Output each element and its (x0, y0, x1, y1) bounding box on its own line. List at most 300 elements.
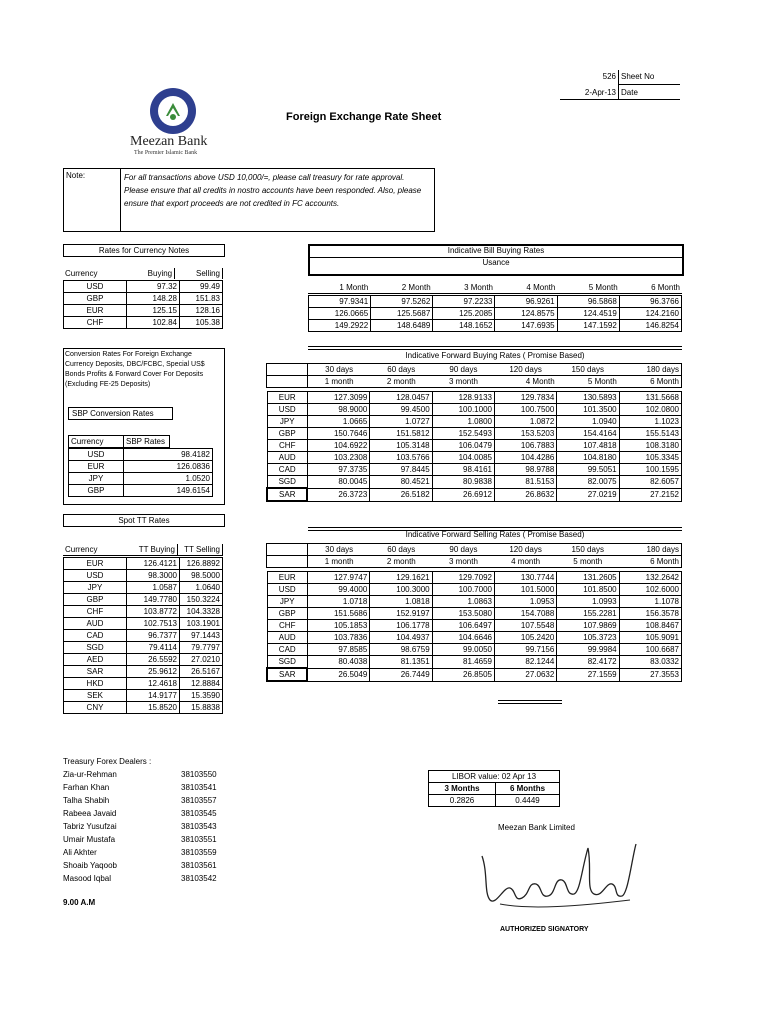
table-row (267, 428, 682, 440)
bill-buying-body (308, 295, 682, 332)
rate-cell: 82.0075 (557, 476, 619, 489)
days-header: 30 days (308, 544, 371, 556)
currency-code: EUR (267, 392, 307, 404)
conversion-box (63, 348, 225, 505)
sbp-header: SBP Rates (124, 436, 170, 448)
date-rule (560, 99, 680, 100)
month-header: 1 month (308, 376, 371, 388)
table-row (267, 644, 682, 656)
rate-cell: 104.6922 (307, 440, 369, 452)
rate-cell: 82.6057 (619, 476, 681, 489)
rate-cell: 99.4000 (307, 584, 369, 596)
table-row (69, 449, 213, 461)
signature-icon (470, 838, 650, 918)
rate-cell: 155.2281 (557, 608, 619, 620)
table-row (267, 668, 682, 681)
rate-cell: 148.6489 (371, 320, 433, 332)
dealer-name: Umair Mustafa (63, 835, 116, 844)
conversion-note: Conversion Rates For Foreign Exchange Currency Deposits, DBC/FCBC, Special US$ Bonds Profits & Forward Cover For Deposits (Excluding FE-25 Deposits) (65, 351, 205, 388)
rate-cell: 127.3099 (307, 392, 369, 404)
month-header: 4 Month (525, 377, 555, 386)
rate-cell: 128.9133 (432, 392, 494, 404)
rate-cell: 98.9000 (307, 404, 369, 416)
months-row (267, 376, 682, 388)
sbp-title: SBP Conversion Rates (68, 407, 173, 420)
table-row (69, 473, 213, 485)
rate-cell: 101.8500 (557, 584, 619, 596)
rate-cell: 98.4161 (432, 464, 494, 476)
currency-code: JPY (69, 473, 124, 485)
rate-cell: 103.2308 (307, 452, 369, 464)
bill-buying-title: Indicative Bill Buying Rates (447, 246, 545, 255)
list-item (63, 822, 263, 835)
sbp-header: Currency (69, 436, 124, 448)
rate-cell: 100.1000 (432, 404, 494, 416)
month-header: 3 Month (464, 283, 493, 292)
rate-cell: 104.4286 (494, 452, 556, 464)
buying-rate: 125.15 (127, 305, 180, 317)
rate-cell: 100.7000 (432, 584, 494, 596)
days-header: 90 days (449, 545, 478, 554)
forward-buying-table (266, 363, 682, 388)
table-row (64, 281, 223, 293)
libor-header: 3 Months (429, 783, 496, 795)
forward-buying-title: Indicative Forward Buying Rates ( Promise Based) (405, 351, 585, 360)
days-header: 90 days (449, 365, 478, 374)
rate-cell: 104.4937 (370, 632, 432, 644)
currency-code: JPY (267, 596, 307, 608)
rate-cell: 27.0219 (557, 488, 619, 501)
rate-cell: 99.7156 (494, 644, 556, 656)
currency-code: GBP (69, 485, 124, 497)
currency-code: USD (267, 584, 307, 596)
sheet-no-value: 526 (602, 72, 616, 81)
dealer-name: Farhan Khan (63, 783, 110, 792)
dealer-phone: 38103559 (181, 848, 217, 857)
rate-cell: 27.0632 (494, 668, 556, 681)
days-row (267, 544, 682, 556)
rate-cell: 152.5493 (432, 428, 494, 440)
rate-cell: 97.8445 (370, 464, 432, 476)
currency-code: USD (267, 404, 307, 416)
rate-cell: 26.3723 (307, 488, 369, 501)
table-row (267, 416, 682, 428)
month-header: 5 month (573, 557, 603, 566)
rate-cell: 151.5686 (307, 608, 369, 620)
list-item (63, 835, 263, 848)
libor-header: 6 Months (496, 783, 560, 795)
rate-cell: 103.7836 (307, 632, 369, 644)
currency-code: GBP (64, 293, 127, 305)
buying-rate: 97.32 (127, 281, 180, 293)
rate-cell: 26.5182 (370, 488, 432, 501)
currency-code: EUR (69, 461, 124, 473)
table-row (64, 317, 223, 329)
rate-cell: 81.4659 (432, 656, 494, 669)
table-row (267, 476, 682, 489)
bill-buying-table (308, 282, 682, 294)
rate-cell: 107.4818 (557, 440, 619, 452)
rate-cell: 155.5143 (619, 428, 681, 440)
bill-buying-header (308, 244, 684, 276)
tt-buying: 1.0587 (127, 582, 180, 594)
rate-cell: 100.1595 (619, 464, 681, 476)
rate-cell: 124.4519 (557, 308, 619, 320)
rate-cell: 131.2605 (557, 572, 619, 584)
days-row (267, 364, 682, 376)
rate-cell: 105.3345 (619, 452, 681, 464)
rate-cell: 26.5049 (307, 668, 369, 681)
rate-cell: 132.2642 (619, 572, 681, 584)
table-row (64, 305, 223, 317)
table-row (267, 596, 682, 608)
dealer-phone: 38103543 (181, 822, 217, 831)
currency-code: CHF (64, 317, 127, 329)
rate-cell: 149.2922 (309, 320, 371, 332)
currency-notes-header: Selling (175, 268, 223, 279)
rate-cell: 104.0085 (432, 452, 494, 464)
month-header: 6 Month (651, 283, 680, 292)
rate-cell: 1.0800 (432, 416, 494, 428)
header-divider (618, 70, 619, 100)
selling-rate: 151.83 (180, 293, 223, 305)
selling-rate: 105.38 (180, 317, 223, 329)
currency-code: CAD (64, 630, 127, 642)
dealer-name: Talha Shabih (63, 796, 110, 805)
currency-code: JPY (64, 582, 127, 594)
list-item (63, 861, 263, 874)
currency-code: SAR (64, 666, 127, 678)
days-header: 60 days (387, 365, 416, 374)
spot-tt-title: Spot TT Rates (63, 514, 225, 527)
currency-code: SAR (267, 488, 307, 501)
days-header: 180 days (646, 545, 679, 554)
tt-buying: 149.7780 (127, 594, 180, 606)
rate-cell: 96.5868 (557, 296, 619, 308)
rate-cell: 106.0479 (432, 440, 494, 452)
rate-cell: 154.7088 (494, 608, 556, 620)
rate-cell: 147.1592 (557, 320, 619, 332)
currency-notes-header: Currency (65, 269, 98, 278)
table-row (267, 488, 682, 501)
table-row (64, 594, 223, 606)
currency-code: CAD (267, 644, 307, 656)
rate-cell: 101.5000 (494, 584, 556, 596)
table-row (267, 572, 682, 584)
rate-cell: 26.8632 (494, 488, 556, 501)
dealer-name: Masood Iqbal (63, 874, 112, 883)
rate-cell: 1.0718 (307, 596, 369, 608)
rate-cell: 1.1023 (619, 416, 681, 428)
dealer-phone: 38103545 (181, 809, 217, 818)
spot-tt-header: TT Selling (178, 544, 223, 556)
table-row (267, 464, 682, 476)
rate-cell: 129.7092 (432, 572, 494, 584)
list-item (63, 809, 263, 822)
table-row (64, 690, 223, 702)
company-name: Meezan Bank Limited (498, 823, 575, 832)
rate-cell: 27.2152 (619, 488, 681, 501)
currency-code: SEK (64, 690, 127, 702)
note-box (63, 168, 435, 232)
dealer-phone: 38103557 (181, 796, 217, 805)
list-item (63, 770, 263, 783)
currency-code: AUD (267, 452, 307, 464)
month-header: 4 Month (526, 283, 556, 292)
tt-buying: 26.5592 (127, 654, 180, 666)
currency-code: CNY (64, 702, 127, 714)
forward-selling-table (266, 543, 682, 568)
table-row (64, 678, 223, 690)
tt-buying: 15.8520 (127, 702, 180, 714)
table-row (64, 702, 223, 714)
note-text: For all transactions above USD 10,000/=, please call treasury for rate approval. Please ensure that all credits in nostro accounts have been responded. Also, please ensure that export proceeds are not credited in FC accounts. (124, 173, 422, 208)
rate-cell: 105.3723 (557, 632, 619, 644)
days-header: 60 days (387, 545, 416, 554)
tt-selling: 126.8892 (180, 558, 223, 570)
table-row (64, 582, 223, 594)
rate-cell: 106.7883 (494, 440, 556, 452)
spot-tt-body (63, 557, 223, 714)
rate-cell: 105.2420 (494, 632, 556, 644)
authorized-signatory: AUTHORIZED SIGNATORY (500, 926, 589, 933)
rate-cell: 82.4172 (557, 656, 619, 669)
rate-cell: 103.5766 (370, 452, 432, 464)
dealer-phone: 38103561 (181, 861, 217, 870)
tt-buying: 102.7513 (127, 618, 180, 630)
rate-cell: 108.8467 (619, 620, 681, 632)
table-row (267, 452, 682, 464)
tt-selling: 104.3328 (180, 606, 223, 618)
rate-cell: 131.5668 (619, 392, 681, 404)
dealers-list (63, 770, 263, 887)
table-row (64, 293, 223, 305)
bank-logo (148, 86, 198, 141)
spot-tt-header: Currency (65, 545, 98, 554)
rate-cell: 102.0800 (619, 404, 681, 416)
rate-cell: 27.1559 (557, 668, 619, 681)
currency-code: GBP (267, 608, 307, 620)
date-label: Date (621, 88, 638, 97)
table-row (64, 606, 223, 618)
rate-cell: 27.3553 (619, 668, 681, 681)
currency-code: JPY (267, 416, 307, 428)
currency-code: GBP (64, 594, 127, 606)
forward-selling-body (266, 571, 682, 682)
table-row (64, 630, 223, 642)
rate-cell: 124.2160 (619, 308, 681, 320)
tt-buying: 14.9177 (127, 690, 180, 702)
bank-tagline: The Premier Islamic Bank (134, 150, 198, 156)
rate-cell: 105.3148 (370, 440, 432, 452)
forward-buying-body (266, 391, 682, 502)
rate-cell: 153.5080 (432, 608, 494, 620)
currency-notes-body (63, 280, 223, 329)
tt-buying: 96.7377 (127, 630, 180, 642)
rate-cell: 1.0818 (370, 596, 432, 608)
libor-title: LIBOR value: 02 Apr 13 (429, 771, 560, 783)
signature (470, 838, 650, 923)
rate-cell: 125.5687 (371, 308, 433, 320)
rate-cell: 129.7834 (494, 392, 556, 404)
rate-cell: 100.3000 (370, 584, 432, 596)
table-row (267, 404, 682, 416)
days-header: 150 days (571, 545, 604, 554)
currency-code: EUR (64, 305, 127, 317)
table-row (69, 485, 213, 497)
rate-cell: 80.4521 (370, 476, 432, 489)
table-row (267, 584, 682, 596)
month-header: 3 month (448, 377, 478, 386)
month-header: 2 month (386, 557, 416, 566)
dealer-name: Ali Akhter (63, 848, 97, 857)
currency-code: USD (64, 570, 127, 582)
currency-code: EUR (267, 572, 307, 584)
table-row (267, 392, 682, 404)
rate-cell: 156.3578 (619, 608, 681, 620)
rate-cell: 83.0332 (619, 656, 681, 669)
rate-cell: 104.6646 (432, 632, 494, 644)
month-header: 5 Month (587, 377, 617, 386)
bank-emblem-icon (148, 86, 198, 136)
table-row (309, 308, 682, 320)
forward-buying-rule (308, 346, 682, 350)
rate-cell: 26.8505 (432, 668, 494, 681)
month-header: 2 Month (401, 283, 431, 292)
days-header: 150 days (571, 365, 604, 374)
days-header: 30 days (308, 364, 371, 376)
rate-cell: 97.5262 (371, 296, 433, 308)
rate-cell: 1.1078 (619, 596, 681, 608)
rate-cell: 105.1853 (307, 620, 369, 632)
rate-cell: 148.1652 (433, 320, 495, 332)
list-item (63, 874, 263, 887)
month-header: 1 Month (339, 283, 369, 292)
days-header: 180 days (646, 365, 679, 374)
table-row (309, 320, 682, 332)
rate-cell: 100.7500 (494, 404, 556, 416)
currency-notes-header-row (63, 268, 223, 279)
tt-buying: 25.9612 (127, 666, 180, 678)
rate-cell: 97.9341 (309, 296, 371, 308)
rate-cell: 98.9788 (494, 464, 556, 476)
bill-buying-months-row (308, 282, 682, 294)
rate-cell: 153.5203 (494, 428, 556, 440)
rate-cell: 97.2233 (433, 296, 495, 308)
sbp-table (68, 435, 170, 448)
month-header: 4 month (511, 557, 541, 566)
libor-header-row (429, 783, 560, 795)
tt-selling: 27.0210 (180, 654, 223, 666)
rate-cell: 26.6912 (432, 488, 494, 501)
table-row (64, 666, 223, 678)
forward-selling-end-rule (498, 700, 562, 704)
rate-cell: 129.1621 (370, 572, 432, 584)
tt-buying: 103.8772 (127, 606, 180, 618)
tt-selling: 1.0640 (180, 582, 223, 594)
tt-selling: 15.8838 (180, 702, 223, 714)
rate-cell: 130.7744 (494, 572, 556, 584)
tt-buying: 12.4618 (127, 678, 180, 690)
rate-cell: 124.8575 (495, 308, 557, 320)
sbp-rate: 1.0520 (124, 473, 213, 485)
currency-code: SAR (267, 668, 307, 681)
tt-selling: 97.1443 (180, 630, 223, 642)
rate-cell: 1.0863 (432, 596, 494, 608)
rate-cell: 102.6000 (619, 584, 681, 596)
rate-cell: 125.2085 (433, 308, 495, 320)
dealer-name: Shoaib Yaqoob (63, 861, 117, 870)
month-header: 3 month (448, 557, 478, 566)
month-header: 6 Month (650, 557, 679, 566)
tt-selling: 150.3224 (180, 594, 223, 606)
sbp-body (68, 448, 213, 497)
rate-cell: 26.7449 (370, 668, 432, 681)
tt-selling: 103.1901 (180, 618, 223, 630)
rate-cell: 96.3766 (619, 296, 681, 308)
note-divider (120, 169, 121, 231)
buying-rate: 148.28 (127, 293, 180, 305)
rate-cell: 1.0953 (494, 596, 556, 608)
selling-rate: 99.49 (180, 281, 223, 293)
buying-rate: 102.84 (127, 317, 180, 329)
month-header: 5 Month (588, 283, 618, 292)
libor-value: 0.2826 (429, 795, 496, 807)
table-row (267, 620, 682, 632)
rate-cell: 81.1351 (370, 656, 432, 669)
rate-cell: 127.9747 (307, 572, 369, 584)
rate-cell: 1.0727 (370, 416, 432, 428)
libor-title-row (429, 771, 560, 783)
table-row (267, 632, 682, 644)
tt-selling: 26.5167 (180, 666, 223, 678)
days-header: 120 days (509, 365, 542, 374)
spot-tt-header: TT Buying (138, 545, 175, 554)
currency-code: SGD (267, 656, 307, 669)
table-row (64, 558, 223, 570)
rate-cell: 80.0045 (307, 476, 369, 489)
month-header: 6 Month (650, 377, 679, 386)
tt-selling: 12.8884 (180, 678, 223, 690)
page-title: Foreign Exchange Rate Sheet (286, 111, 442, 123)
rate-cell: 150.7646 (307, 428, 369, 440)
selling-rate: 128.16 (180, 305, 223, 317)
rate-cell: 1.0993 (557, 596, 619, 608)
sheet-no-label: Sheet No (621, 72, 655, 81)
days-header: 120 days (509, 545, 542, 554)
rate-cell: 154.4164 (557, 428, 619, 440)
rate-cell: 106.6497 (432, 620, 494, 632)
rate-cell: 96.9261 (495, 296, 557, 308)
month-header: 2 month (386, 377, 416, 386)
list-item (63, 848, 263, 861)
sbp-rate: 149.6154 (124, 485, 213, 497)
rate-cell: 152.9197 (370, 608, 432, 620)
spot-tt-table (63, 544, 223, 556)
sbp-rate: 126.0836 (124, 461, 213, 473)
rate-cell: 80.4038 (307, 656, 369, 669)
rate-cell: 130.5893 (557, 392, 619, 404)
currency-code: USD (69, 449, 124, 461)
currency-code: CHF (64, 606, 127, 618)
table-row (267, 608, 682, 620)
rate-cell: 108.3180 (619, 440, 681, 452)
sheet-no-rule (618, 84, 680, 85)
currency-code: USD (64, 281, 127, 293)
table-row (309, 296, 682, 308)
list-item (63, 796, 263, 809)
dealer-phone: 38103541 (181, 783, 217, 792)
